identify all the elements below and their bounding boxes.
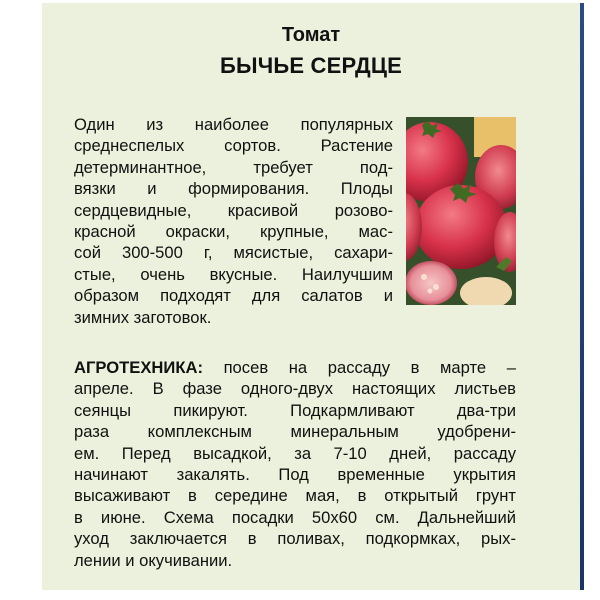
description-line: стые, очень вкусные. Наилучшим bbox=[74, 264, 393, 284]
tomato-illustration bbox=[406, 117, 516, 305]
agrotech-paragraph bbox=[74, 357, 516, 571]
agrotech-heading: АГРОТЕХНИКА: bbox=[74, 358, 203, 377]
agrotech-line: апреле. В фазе одного-двух настоящих листьев bbox=[74, 379, 516, 399]
agrotech-line: раза комплексным минеральным удобрени- bbox=[74, 422, 516, 442]
agrotech-line: уход заключается в поливах, подкормках, рых- bbox=[74, 529, 516, 549]
agrotech-line: лении и окучивании. bbox=[74, 550, 233, 570]
agrotech-first-line-text: посев на рассаду в марте – bbox=[202, 358, 516, 377]
description-line: красной окраски, крупные, мас- bbox=[74, 222, 393, 242]
agrotech-line: ем. Перед высадкой, за 7-10 дней, рассаду bbox=[74, 443, 516, 463]
agrotech-line: начинают закалять. Под временные укрытия bbox=[74, 465, 516, 485]
description-line: зимних заготовок. bbox=[74, 307, 212, 327]
description-line: детерминантное, требует под- bbox=[74, 157, 393, 177]
agrotech-line: высаживают в середине мая, в открытый грунт bbox=[74, 486, 516, 506]
variety-name: БЫЧЬЕ СЕРДЦЕ bbox=[219, 53, 403, 78]
agrotech-line: в июне. Схема посадки 50х60 см. Дальнейший bbox=[74, 507, 516, 527]
description-line: вязки и формирования. Плоды bbox=[74, 179, 393, 199]
description-line: сердцевидные, красивой розово- bbox=[74, 200, 393, 220]
agrotech-line: сеянцы пикируют. Подкармливают два-три bbox=[74, 400, 516, 420]
tomato-photo bbox=[406, 117, 516, 305]
description-line: среднеспелых сортов. Растение bbox=[74, 136, 393, 156]
agrotech-first-line bbox=[74, 357, 516, 378]
description-paragraph bbox=[74, 114, 393, 328]
product-kind: Томат bbox=[281, 24, 341, 46]
description-line: Один из наиболее популярных bbox=[74, 115, 393, 134]
description-line: образом подходят для салатов и bbox=[74, 286, 393, 306]
description-line: сой 300-500 г, мясистые, сахари- bbox=[74, 243, 393, 263]
